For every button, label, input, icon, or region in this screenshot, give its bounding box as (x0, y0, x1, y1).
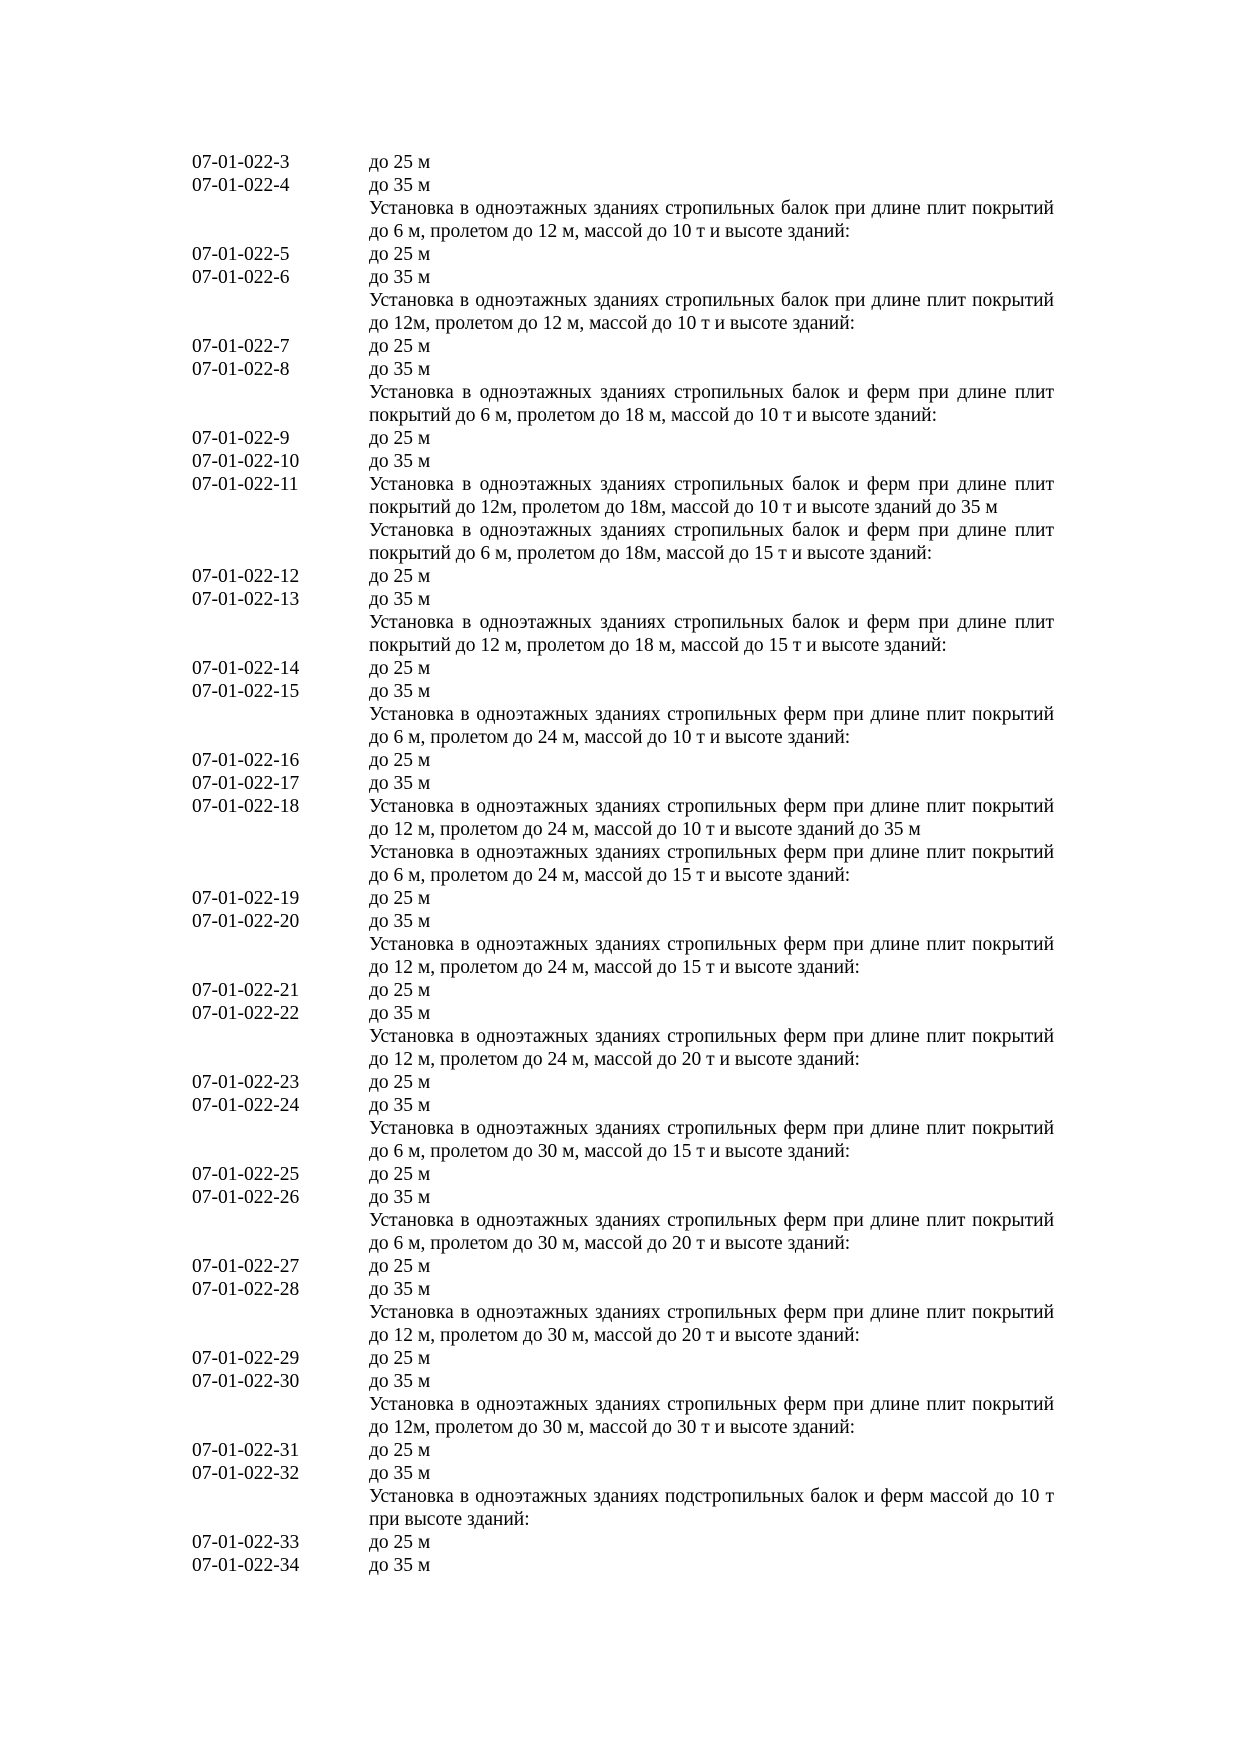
section-heading: Установка в одноэтажных зданиях стропильных балок и ферм при длине плит покрытий до 12 м, пролетом до 18 м, массой до 15 т и высоте зданий: (369, 612, 1054, 656)
rate-row (192, 795, 1054, 841)
rate-description: до 35 м (369, 911, 431, 932)
rate-code: 07-01-022-17 (192, 773, 300, 794)
rate-code: 07-01-022-24 (192, 1095, 300, 1116)
rate-description: до 35 м (369, 1003, 431, 1024)
section-heading: Установка в одноэтажных зданиях стропильных балок и ферм при длине плит покрытий до 6 м, пролетом до 18 м, массой до 10 т и высоте зданий: (369, 382, 1054, 426)
rate-description: до 35 м (369, 1187, 431, 1208)
rate-description: до 25 м (369, 1348, 431, 1369)
rate-description: Установка в одноэтажных зданиях стропильных балок и ферм при длине плит покрытий до 12м, пролетом до 18м, массой до 10 т и высоте зданий до 35 м (369, 474, 1054, 518)
section-heading-row (192, 381, 1054, 427)
rate-code: 07-01-022-14 (192, 658, 300, 679)
rate-row (192, 450, 1054, 473)
section-heading-row (192, 519, 1054, 565)
rate-description: до 35 м (369, 589, 431, 610)
rate-description: до 35 м (369, 359, 431, 380)
rate-code: 07-01-022-34 (192, 1555, 300, 1576)
rate-description: до 25 м (369, 1256, 431, 1277)
section-heading: Установка в одноэтажных зданиях стропильных ферм при длине плит покрытий до 6 м, пролетом до 30 м, массой до 15 т и высоте зданий: (369, 1118, 1054, 1162)
rate-description: до 35 м (369, 1555, 431, 1576)
rate-row (192, 1370, 1054, 1393)
rate-description: Установка в одноэтажных зданиях стропильных ферм при длине плит покрытий до 12 м, пролетом до 24 м, массой до 10 т и высоте зданий до 35 м (369, 796, 1054, 840)
rate-description: до 25 м (369, 152, 431, 173)
rate-code: 07-01-022-28 (192, 1279, 300, 1300)
rate-row (192, 588, 1054, 611)
section-heading: Установка в одноэтажных зданиях стропильных ферм при длине плит покрытий до 12м, пролетом до 30 м, массой до 30 т и высоте зданий: (369, 1394, 1054, 1438)
section-heading-row (192, 933, 1054, 979)
rate-row (192, 266, 1054, 289)
rate-description: до 25 м (369, 658, 431, 679)
rate-code: 07-01-022-5 (192, 244, 290, 265)
rate-row (192, 243, 1054, 266)
rate-code: 07-01-022-26 (192, 1187, 300, 1208)
section-heading: Установка в одноэтажных зданиях подстропильных балок и ферм массой до 10 т при высоте зданий: (369, 1486, 1054, 1530)
section-heading-row (192, 1025, 1054, 1071)
rate-row (192, 979, 1054, 1002)
rate-row (192, 1163, 1054, 1186)
rate-code: 07-01-022-29 (192, 1348, 300, 1369)
rate-description: до 35 м (369, 1279, 431, 1300)
section-heading-row (192, 611, 1054, 657)
rate-row (192, 910, 1054, 933)
rate-description: до 35 м (369, 681, 431, 702)
section-heading: Установка в одноэтажных зданиях стропильных балок при длине плит покрытий до 6 м, пролетом до 12 м, массой до 10 т и высоте зданий: (369, 198, 1054, 242)
rate-code: 07-01-022-33 (192, 1532, 300, 1553)
section-heading-row (192, 841, 1054, 887)
section-heading-row (192, 1301, 1054, 1347)
section-heading: Установка в одноэтажных зданиях стропильных ферм при длине плит покрытий до 12 м, пролетом до 24 м, массой до 15 т и высоте зданий: (369, 934, 1054, 978)
rate-description: до 35 м (369, 1463, 431, 1484)
rate-row (192, 772, 1054, 795)
rate-row (192, 174, 1054, 197)
section-heading: Установка в одноэтажных зданиях стропильных балок и ферм при длине плит покрытий до 6 м, пролетом до 18м, массой до 15 т и высоте зданий: (369, 520, 1054, 564)
rate-row (192, 335, 1054, 358)
rate-code: 07-01-022-32 (192, 1463, 300, 1484)
rate-row (192, 565, 1054, 588)
rate-code: 07-01-022-8 (192, 359, 290, 380)
rate-description: до 25 м (369, 750, 431, 771)
rate-code: 07-01-022-16 (192, 750, 300, 771)
rate-row (192, 887, 1054, 910)
rate-description: до 35 м (369, 451, 431, 472)
section-heading: Установка в одноэтажных зданиях стропильных балок при длине плит покрытий до 12м, пролетом до 12 м, массой до 10 т и высоте зданий: (369, 290, 1054, 334)
rate-code: 07-01-022-11 (192, 474, 299, 495)
rate-row (192, 1071, 1054, 1094)
rate-row (192, 1462, 1054, 1485)
rate-row (192, 1347, 1054, 1370)
rate-description: до 35 м (369, 773, 431, 794)
rate-code: 07-01-022-12 (192, 566, 300, 587)
rate-description: до 25 м (369, 888, 431, 909)
rate-row (192, 1531, 1054, 1554)
rate-description: до 25 м (369, 336, 431, 357)
section-heading: Установка в одноэтажных зданиях стропильных ферм при длине плит покрытий до 6 м, пролетом до 30 м, массой до 20 т и высоте зданий: (369, 1210, 1054, 1254)
rate-code: 07-01-022-7 (192, 336, 290, 357)
rate-description: до 35 м (369, 1371, 431, 1392)
rate-description: до 35 м (369, 175, 431, 196)
rate-row (192, 1002, 1054, 1025)
section-heading-row (192, 1117, 1054, 1163)
rate-description: до 25 м (369, 1532, 431, 1553)
rate-code: 07-01-022-25 (192, 1164, 300, 1185)
rate-description: до 25 м (369, 1440, 431, 1461)
rate-description: до 25 м (369, 244, 431, 265)
rate-row (192, 657, 1054, 680)
rate-row (192, 749, 1054, 772)
rate-code: 07-01-022-23 (192, 1072, 300, 1093)
rate-code: 07-01-022-18 (192, 796, 300, 817)
rate-description: до 35 м (369, 1095, 431, 1116)
rate-code: 07-01-022-20 (192, 911, 300, 932)
rate-description: до 25 м (369, 428, 431, 449)
rate-row (192, 473, 1054, 519)
section-heading: Установка в одноэтажных зданиях стропильных ферм при длине плит покрытий до 6 м, пролетом до 24 м, массой до 10 т и высоте зданий: (369, 704, 1054, 748)
section-heading: Установка в одноэтажных зданиях стропильных ферм при длине плит покрытий до 12 м, пролетом до 30 м, массой до 20 т и высоте зданий: (369, 1302, 1054, 1346)
rate-row (192, 680, 1054, 703)
rate-description: до 25 м (369, 980, 431, 1001)
section-heading-row (192, 289, 1054, 335)
rate-row (192, 1554, 1054, 1577)
section-heading: Установка в одноэтажных зданиях стропильных ферм при длине плит покрытий до 6 м, пролетом до 24 м, массой до 15 т и высоте зданий: (369, 842, 1054, 886)
rate-row (192, 151, 1054, 174)
rate-code: 07-01-022-27 (192, 1256, 300, 1277)
rate-description: до 25 м (369, 1072, 431, 1093)
rate-code: 07-01-022-21 (192, 980, 300, 1001)
rate-row (192, 1278, 1054, 1301)
rate-code: 07-01-022-13 (192, 589, 300, 610)
rate-code: 07-01-022-6 (192, 267, 290, 288)
section-heading-row (192, 1485, 1054, 1531)
rate-row (192, 1094, 1054, 1117)
rate-code: 07-01-022-30 (192, 1371, 300, 1392)
rate-row (192, 1186, 1054, 1209)
rate-row (192, 427, 1054, 450)
section-heading-row (192, 197, 1054, 243)
rate-row (192, 1439, 1054, 1462)
rate-row (192, 1255, 1054, 1278)
rate-description: до 25 м (369, 566, 431, 587)
rate-code: 07-01-022-22 (192, 1003, 300, 1024)
section-heading-row (192, 1209, 1054, 1255)
section-heading: Установка в одноэтажных зданиях стропильных ферм при длине плит покрытий до 12 м, пролетом до 24 м, массой до 20 т и высоте зданий: (369, 1026, 1054, 1070)
rate-code: 07-01-022-4 (192, 175, 290, 196)
rate-row (192, 358, 1054, 381)
section-heading-row (192, 1393, 1054, 1439)
rate-description: до 35 м (369, 267, 431, 288)
rate-code: 07-01-022-31 (192, 1440, 300, 1461)
section-heading-row (192, 703, 1054, 749)
rate-code: 07-01-022-9 (192, 428, 290, 449)
rate-table (192, 151, 1054, 1577)
rate-description: до 25 м (369, 1164, 431, 1185)
rate-code: 07-01-022-10 (192, 451, 300, 472)
rate-code: 07-01-022-3 (192, 152, 290, 173)
rate-code: 07-01-022-15 (192, 681, 300, 702)
rate-code: 07-01-022-19 (192, 888, 300, 909)
